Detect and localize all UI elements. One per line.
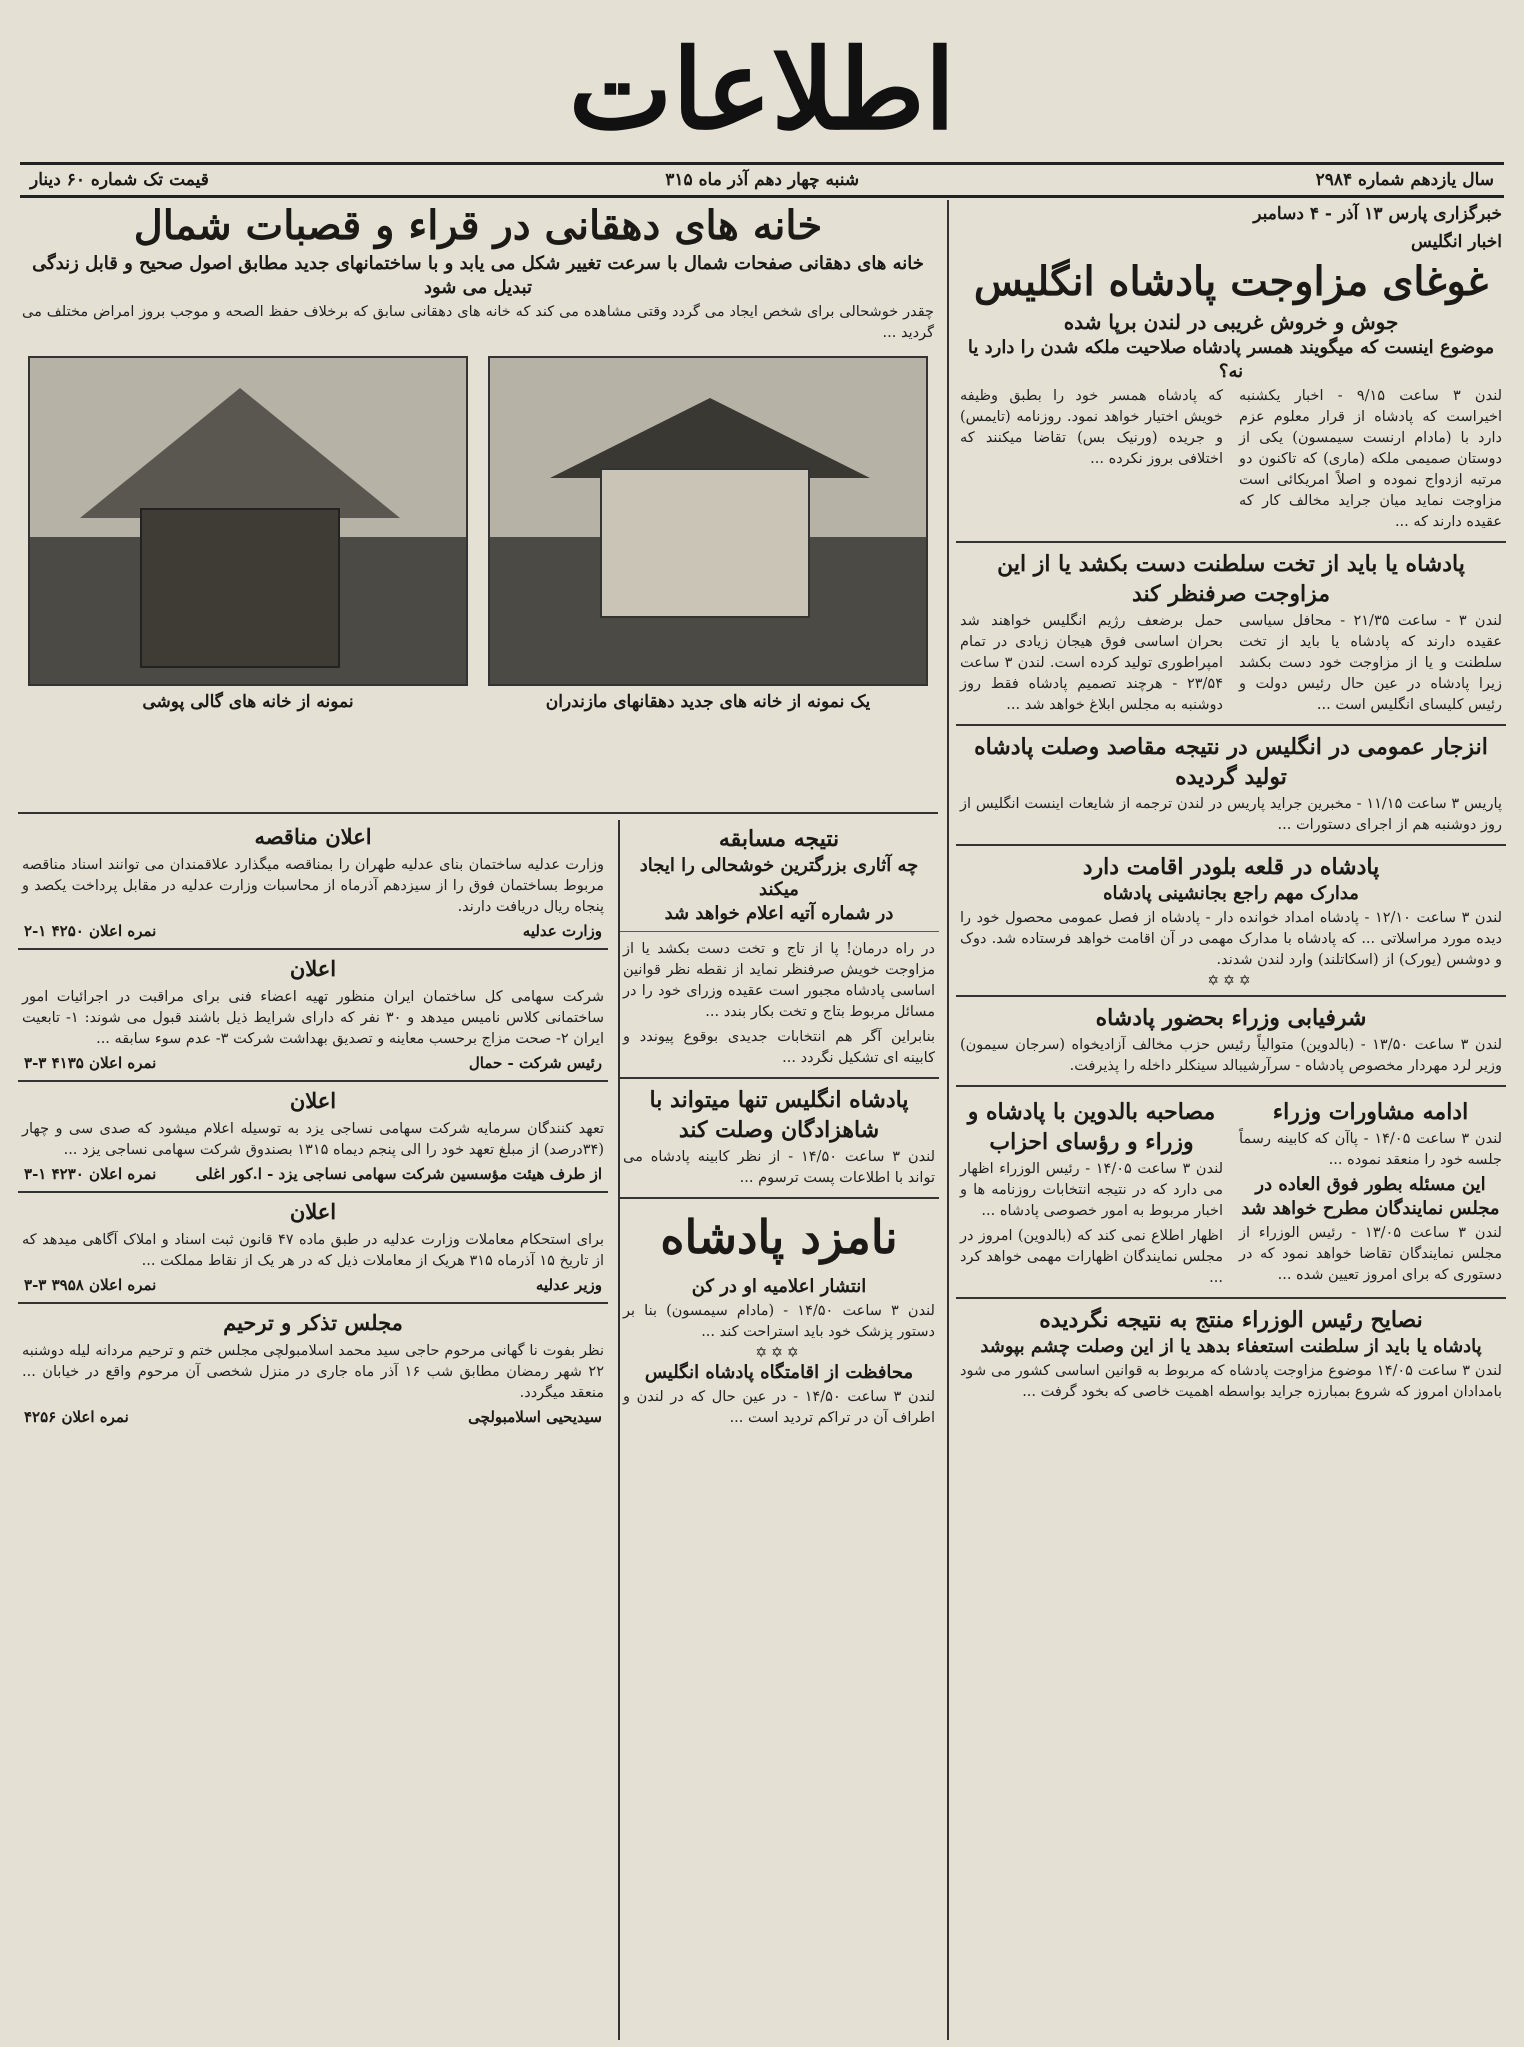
section-headline: نصایح رئیس الوزراء منتج به نتیجه نگردیده [1039, 1307, 1423, 1333]
notice-text: وزارت عدلیه ساختمان بنای عدلیه طهران را بمناقصه میگذارد علاقمندان می توانند اسناد مناقصه مربوط بساختمان فوق را از سیزدهم آذرماه از محاسبات وزارت عدلیه در مقابل پرداخت یکصد و پنجاه ریال دریافت دارند. [22, 857, 604, 915]
column-rule [618, 820, 620, 2040]
article-paragraph: لندن ۳ ساعت ۱۴/۵۰ - از نظر کابینه پادشاه می تواند با اطلاعات پست ترسوم ... [623, 1149, 935, 1186]
notice-footer [18, 1274, 608, 1296]
notice-title: اعلان [289, 1199, 337, 1224]
article-paragraph: لندن ۳ ساعت ۹/۱۵ - اخبار یکشنبه اخیراست که پادشاه از قرار معلوم عزم دارد با (مادام ارنست سیمسون) یکی از دوستان صمیمی ملکه (ماری) که تاکنون دو مرتبه ازدواج نموده و اصلاً امریکائی است مزاوجت نماید میان جراید مخالف کار که عقیده دارند که ... [1239, 388, 1502, 530]
section-subhead: محافظت از اقامتگاه پادشاه انگلیس [644, 1362, 914, 1383]
notice-title: اعلان [289, 956, 337, 981]
notice-number: نمره اعلان ۴۱۳۵ ۳-۳ [24, 1054, 157, 1072]
divider [619, 1197, 939, 1199]
notice-signature: وزیر عدلیه [535, 1276, 602, 1294]
section-subhead: مدارک مهم راجع بجانشینی پادشاه [1103, 883, 1359, 904]
divider [18, 1080, 608, 1082]
notices-column [18, 820, 608, 2040]
article-paragraph: در راه درمان! پا از تاج و تخت دست بکشد یا از مزاوجت خویش صرفنظر نماید از نقطه نظر قوانین اساسی پادشاه مجبور است عقیده وزرای خود را در مسائل مربوط بتاج و تخت بکار بندد ... [623, 941, 935, 1020]
divider [18, 812, 938, 814]
new-house-photo [488, 356, 928, 686]
article-paragraph: لندن ۳ ساعت ۱۲/۱۰ - پادشاه امداد خوانده دار - پادشاه از فصل عمومی محصول خود را دیده مورد مراسلاتی ... که پادشاه با مدارک مهمی در آن اقامت خواهد فرستاده شد. دوک و دوشس (یورک) از (اسکاتلند) وارد لندن شدند. [960, 910, 1502, 968]
article-paragraph: اظهار اطلاع نمی کند که (بالدوین) امروز در مجلس نمایندگان اظهارات مهمی خواهد کرد ... [960, 1228, 1223, 1286]
section-subhead: در شماره آتیه اعلام خواهد شد [664, 903, 894, 924]
section-headline: پادشاه یا باید از تخت سلطنت دست بکشد یا از این مزاوجت صرفنظر کند [997, 551, 1465, 607]
section-headline: نتیجه مسابقه [718, 826, 840, 852]
feature-story [18, 200, 938, 810]
notice-number: نمره اعلان ۴۲۵۶ [24, 1408, 129, 1426]
section-subhead: این مسئله بطور فوق العاده در مجلس نمایندگان مطرح خواهد شد [1241, 1174, 1500, 1219]
section-headline: پادشاه در قلعه بلودر اقامت دارد [1082, 854, 1380, 880]
issue-number: سال یازدهم شماره ۲۹۸۴ [1315, 170, 1494, 190]
notice-number: نمره اعلان ۴۲۵۰ ۱-۲ [24, 922, 157, 940]
notice-footer [18, 1163, 608, 1185]
divider [956, 541, 1506, 543]
notice-signature: از طرف هیئت مؤسسین شرکت سهامی نساجی یزد - ا.کور اغلی [195, 1165, 602, 1183]
divider [956, 724, 1506, 726]
issue-date: شنبه چهار دهم آذر ماه ۳۱۵ [665, 170, 860, 190]
section-subhead: انتشار اعلامیه او در کن [691, 1276, 867, 1297]
photo-row [18, 356, 938, 712]
divider [956, 1085, 1506, 1087]
photo-caption: یک نمونه از خانه های جدید دهقانهای مازندران [545, 692, 871, 712]
section-headline: ادامه مشاورات وزراء [1272, 1099, 1469, 1125]
section-subhead: پادشاه یا باید از سلطنت استعفاء بدهد یا از این وصلت چشم بپوشد [980, 1336, 1482, 1357]
issue-price: قیمت تک شماره ۶۰ دینار [30, 170, 209, 190]
main-subhead: جوش و خروش غریبی در لندن برپا شده [1063, 310, 1399, 334]
divider [18, 1191, 608, 1193]
article-paragraph: بنابراین آگر هم انتخابات جدیدی بوقوع پیوندد و کابینه ای تشکیل نگردد ... [623, 1029, 935, 1066]
section-headline: پادشاه انگلیس تنها میتواند با شاهزادگان وصلت کند [649, 1087, 909, 1143]
notice-footer [18, 1406, 608, 1428]
thatched-hut-photo [28, 356, 468, 686]
divider [956, 844, 1506, 846]
article-paragraph: که پادشاه همسر خود را بطبق وظیفه خویش اختیار خواهد نمود. روزنامه (تایمس) و جریده (ورنیک بس) تقاضا میکنند که اختلافی بروز نکرده ... [960, 388, 1223, 467]
notice-footer [18, 1052, 608, 1074]
notice-text: نظر بفوت نا گهانی مرحوم حاجی سید محمد اسلامبولچی مجلس ختم و ترحیم مردانه لیله دوشنبه ۲۲ شهر رمضان مطابق شب ۱۶ آذر ماه جاری در منزل شخصی آن مرحوم واقع در خیابان ... منعقد میگردد. [22, 1343, 604, 1401]
dateline-bar [20, 162, 1504, 198]
notice-number: نمره اعلان ۴۲۳۰ ۱-۳ [24, 1165, 157, 1183]
notice-signature: وزارت عدلیه [522, 922, 602, 940]
article-paragraph: پاریس ۳ ساعت ۱۱/۱۵ - مخبرین جراید پاریس در لندن ترجمه از شایعات اینست انگلیس از روز دوشنبه ه‍م از اجرای دستورات ... [960, 796, 1502, 833]
big-headline: نامزد پادشاه [660, 1210, 898, 1264]
main-story-column [956, 200, 1506, 2040]
section-headline: مصاحبه بالدوین با پادشاه و وزراء و رؤسای احزاب [967, 1099, 1216, 1155]
notice-text: برای استحکام معاملات وزارت عدلیه در طبق ماده ۴۷ قانون ثبت اسناد و املاک آگاهی میدهد که از تاریخ ۱۵ آذرماه ۳۱۵ هریک از معاملات ذیل که در هر یک از نقاط مملکت ... [22, 1232, 605, 1269]
photo-block [28, 356, 468, 712]
article-paragraph: لندن ۳ ساعت ۱۴/۰۵ موضوع مزاوجت پادشاه که مربوط به قوانین اساسی کشور می شود بامدادان امروز که شروع بمبارزه جراید بواسطه اهمیت خاصی که بخود گرفت ... [960, 1363, 1502, 1400]
notice-text: تعهد کنندگان سرمایه شرکت سهامی نساجی یزد به توسیله اعلام میشود که صدی سی و چهار (۳۴درصد) از مبلغ تعهد خود را الی پنجم دیماه ۱۳۱۵ بصندوق شرکت سهامی نساجی یزد ... [22, 1121, 604, 1158]
star-separator-icon: ✡✡✡ [755, 1345, 803, 1361]
photo-block [488, 356, 928, 712]
middle-column [619, 820, 939, 2040]
newspaper-title: اطلاعات [568, 25, 956, 154]
article-paragraph: لندن ۳ ساعت ۱۴/۰۵ - پاآن که کابینه رسماً جلسه خود را منعقد نموده ... [1239, 1131, 1502, 1168]
notice-number: نمره اعلان ۳۹۵۸ ۳-۳ [24, 1276, 157, 1294]
notice-title: مجلس تذکر و ترحیم [223, 1310, 403, 1335]
notice-signature: سیدیحیی اسلامبولچی [468, 1408, 602, 1426]
notice-title: اعلان مناقصه [254, 824, 372, 849]
notice-text: شرکت سهامی کل ساختمان ایران منظور تهیه اعضاء فنی برای مراقبت در اجرائیات امور ساختمانی کلاس نامیس میدهد و ۳۰ نفر که دارای شرایط ذیل باشند قبول می شوند: ۱- تابعیت ایران ۲- صحت مزاج برحسب معاینه و تصدیق بهداشت شرکت ۳- عدم سوء سابقه ... [22, 989, 604, 1047]
divider [18, 948, 608, 950]
article-paragraph: لندن ۳ ساعت ۱۴/۵۰ - در عین حال که در لندن و اطراف آن در تراکم تردید است ... [623, 1389, 935, 1426]
divider [619, 1077, 939, 1079]
notice-signature: رئیس شرکت - حمال [468, 1054, 602, 1072]
notice-title: اعلان [289, 1088, 337, 1113]
photo-caption: نمونه از خانه های گالی پوشی [142, 692, 354, 712]
divider [956, 1297, 1506, 1299]
divider [956, 995, 1506, 997]
news-agency-line: خبرگزاری پارس ۱۳ آذر - ۴ دسامبر [1253, 204, 1502, 224]
main-subhead-2: موضوع اینست که میگویند همسر پادشاه صلاحیت ملکه شدن را دارد یا نه؟ [967, 337, 1495, 382]
section-label: اخبار انگلیس [1411, 232, 1502, 252]
article-paragraph: حمل برضعف رژیم انگلیس خواهند شد بحران اساسی فوق هیجان زیادی در تمام امپراطوری تولید کرده است. لندن ۳ ساعت ۲۳/۵۴ - هرچند تصمیم پادشاه فقط روز دوشنبه به مجلس ابلاغ خواهد شد ... [960, 613, 1223, 713]
feature-paragraph: چقدر خوشحالی برای شخص ایجاد می گردد وقتی مشاهده می کند که خانه های دهقانی سابق که برخلاف حفظ الصحه و موجب بروز امراض مختلف می گردید ... [22, 304, 934, 341]
notice-footer [18, 920, 608, 942]
article-paragraph: لندن ۳ ساعت ۱۳/۰۵ - رئیس الوزراء از مجلس نمایندگان تقاضا خواهد نمود که در دستوری که برای امروز تعیین شده ... [1239, 1225, 1502, 1283]
star-separator-icon: ✡✡✡ [1207, 973, 1255, 989]
divider [18, 1302, 608, 1304]
masthead [0, 20, 1524, 160]
main-headline: غوغای مزاوجت پادشاه انگلیس [973, 258, 1489, 305]
section-headline: شرفیابی وزراء بحضور پادشاه [1095, 1005, 1367, 1031]
article-paragraph: لندن ۳ - ساعت ۲۱/۳۵ - محافل سیاسی عقیده دارند که پادشاه یا باید از تخت سلطنت و یا از مزاوجت خود دست بکشد زیرا پادشاه در عین حال رئیس دولت و رئیس کلیسای انگلیس است ... [1239, 613, 1502, 713]
section-subhead: چه آثاری بزرگترین خوشحالی را ایجاد میکند [639, 855, 919, 900]
section-headline: انزجار عمومی در انگلیس در نتیجه مقاصد وصلت پادشاه تولید گردیده [974, 734, 1488, 790]
column-rule [947, 200, 949, 2040]
feature-subhead: خانه های دهقانی صفحات شمال با سرعت تغییر شکل می یابد و با ساختمانهای جدید مطابق اصول صحیح و قابل زندگی تبدیل می شود [32, 253, 924, 298]
article-paragraph: لندن ۳ ساعت ۱۴/۵۰ - (مادام سیمسون) بنا بر دستور پزشک خود باید استراحت کند ... [623, 1303, 935, 1340]
article-paragraph: لندن ۳ ساعت ۱۴/۰۵ - رئیس الوزراء اظهار می دارد که در نتیجه انتخابات روزنامه ها و اخبار مربوط به امور خصوصی پادشاه ... [960, 1161, 1223, 1219]
feature-headline: خانه های دهقانی در قراء و قصبات شمال [133, 202, 823, 249]
article-paragraph: لندن ۳ ساعت ۱۳/۵۰ - (بالدوین) متوالیاً رئیس حزب مخالف آزادیخواه (سرجان سیمون) وزیر لرد مهردار مخصوص پادشاه - سرآرشیبالد سینکلر داخله را پذیرفت. [960, 1037, 1502, 1074]
